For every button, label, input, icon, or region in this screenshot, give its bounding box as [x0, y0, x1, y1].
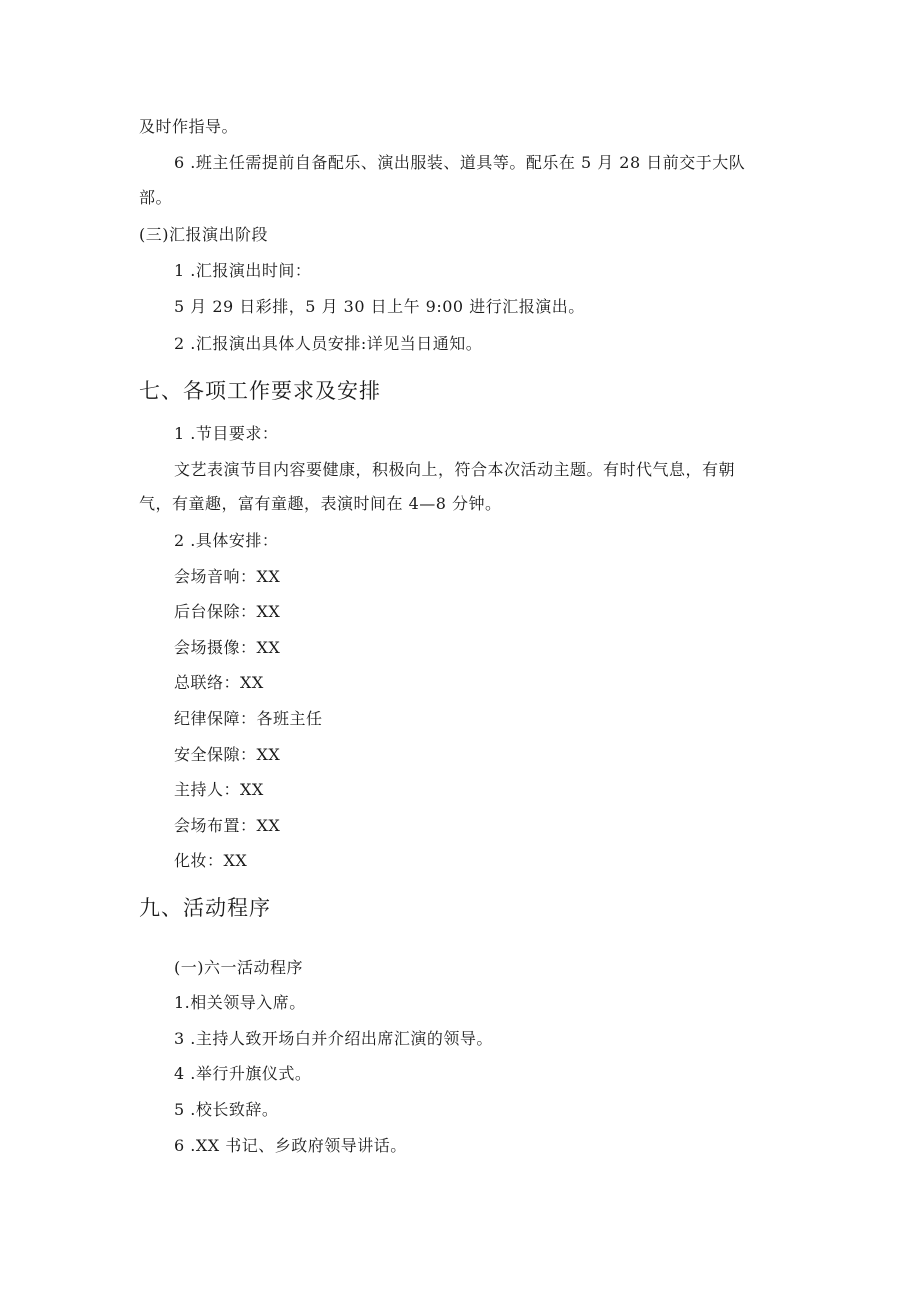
paragraph-text: 文艺表演节目内容要健康，积极向上，符合本次活动主题。有时代气息，有朝: [174, 460, 736, 479]
paragraph-text: 部。: [139, 188, 173, 207]
paragraph-text: 1 .汇报演出时间：: [174, 261, 312, 280]
list-item: 纪律保障：各班主任: [174, 709, 323, 728]
paragraph-text: 6 .班主任需提前自备配乐、演出服装、道具等。配乐在 5 月 28 日前交于大队: [174, 153, 746, 172]
list-item: 3 .主持人致开场白并介绍出席汇演的领导。: [174, 1029, 493, 1048]
paragraph-text: 2 .汇报演出具体人员安排:详见当日通知。: [174, 334, 483, 353]
section-heading: 九、活动程序: [139, 896, 271, 920]
paragraph-text: 气，有童趣，富有童趣，表演时间在 4—8 分钟。: [139, 494, 502, 513]
section-heading: 七、各项工作要求及安排: [139, 379, 381, 403]
paragraph-text: 2 .具体安排：: [174, 531, 279, 550]
list-item: 主持人：XX: [174, 780, 264, 799]
section-subheading: (一)六一活动程序: [174, 958, 303, 977]
list-item: 安全保隙：XX: [174, 745, 281, 764]
list-item: 后台保除：XX: [174, 602, 281, 621]
list-item: 会场音响：XX: [174, 567, 281, 586]
paragraph-text: 1 .节目要求：: [174, 424, 279, 443]
paragraph-text: 5 月 29 日彩排，5 月 30 日上午 9:00 进行汇报演出。: [174, 297, 585, 316]
list-item: 会场摄像：XX: [174, 638, 281, 657]
list-item: 会场布置：XX: [174, 816, 281, 835]
list-item: 6 .XX 书记、乡政府领导讲话。: [174, 1136, 407, 1155]
list-item: 1.相关领导入席。: [174, 993, 306, 1012]
list-item: 5 .校长致辞。: [174, 1100, 279, 1119]
section-subheading: (三)汇报演出阶段: [139, 225, 268, 244]
paragraph-text: 及时作指导。: [139, 117, 239, 136]
list-item: 4 .举行升旗仪式。: [174, 1064, 312, 1083]
list-item: 总联络：XX: [174, 673, 264, 692]
list-item: 化妆：XX: [174, 851, 248, 870]
